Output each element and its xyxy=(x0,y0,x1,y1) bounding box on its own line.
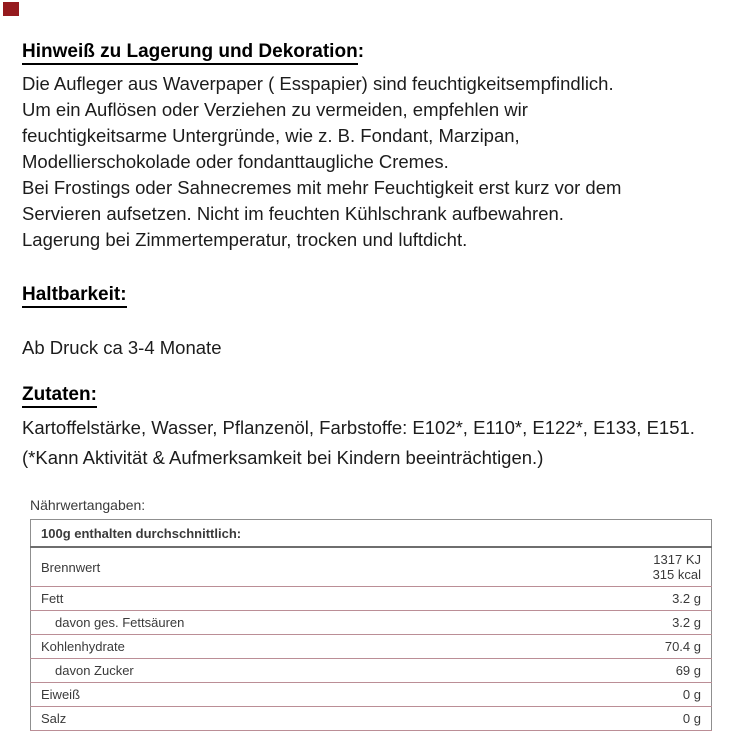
row-value xyxy=(371,547,712,587)
row-label: davon Zucker xyxy=(31,659,372,683)
table-row-eiweiss xyxy=(31,683,712,707)
storage-line: Servieren aufsetzen. Nicht im feuchten Kühlschrank aufbewahren. xyxy=(22,203,564,224)
table-row-gesaettigte-fettsaeuren xyxy=(31,611,712,635)
table-row-fett xyxy=(31,587,712,611)
row-value: 69 g xyxy=(371,659,712,683)
ingredients-text: Kartoffelstärke, Wasser, Pflanzenöl, Farbstoffe: E102*, E110*, E122*, E133, E151. xyxy=(22,417,695,438)
row-value: 3.2 g xyxy=(371,611,712,635)
row-value: 0 g xyxy=(371,707,712,731)
row-value-line1: 1317 KJ xyxy=(653,552,701,567)
table-row-brennwert xyxy=(31,547,712,587)
ingredients-section xyxy=(22,383,715,473)
corner-red-marker xyxy=(3,2,19,16)
storage-line: Lagerung bei Zimmertemperatur, trocken und luftdicht. xyxy=(22,229,468,250)
storage-heading xyxy=(22,40,715,64)
row-value: 3.2 g xyxy=(371,587,712,611)
nutrition-table xyxy=(30,519,712,731)
row-value-line2: 315 kcal xyxy=(652,567,701,582)
shelf-life-text: Ab Druck ca 3-4 Monate xyxy=(22,337,222,358)
shelf-life-heading-text: Haltbarkeit: xyxy=(22,284,127,308)
storage-section xyxy=(22,40,715,253)
table-row-kohlenhydrate xyxy=(31,635,712,659)
table-row-zucker xyxy=(31,659,712,683)
row-label: Kohlenhydrate xyxy=(31,635,372,659)
storage-line: feuchtigkeitsarme Untergründe, wie z. B. Fondant, Marzipan, xyxy=(22,125,520,146)
row-label: Salz xyxy=(31,707,372,731)
nutrition-section xyxy=(22,497,715,731)
storage-heading-text: Hinweiß zu Lagerung und Dekoration xyxy=(22,41,358,65)
row-value: 70.4 g xyxy=(371,635,712,659)
nutrition-header-row xyxy=(31,520,712,548)
shelf-life-heading xyxy=(22,283,715,307)
storage-line: Modellierschokolade oder fondanttaugliche Cremes. xyxy=(22,151,449,172)
row-label: Fett xyxy=(31,587,372,611)
storage-line: Um ein Auflösen oder Verziehen zu vermeiden, empfehlen wir xyxy=(22,99,528,120)
storage-paragraph xyxy=(22,71,715,253)
nutrition-header-cell: 100g enthalten durchschnittlich: xyxy=(31,520,712,548)
row-value: 0 g xyxy=(371,683,712,707)
row-label: Brennwert xyxy=(31,547,372,587)
shelf-life-section xyxy=(22,283,715,361)
storage-line: Die Aufleger aus Waverpaper ( Esspapier) sind feuchtigkeitsempfindlich. xyxy=(22,73,614,94)
row-label: davon ges. Fettsäuren xyxy=(31,611,372,635)
ingredients-paragraph xyxy=(22,413,715,473)
table-row-salz xyxy=(31,707,712,731)
ingredients-heading xyxy=(22,383,715,407)
nutrition-table-caption: Nährwertangaben: xyxy=(30,497,146,513)
row-label: Eiweiß xyxy=(31,683,372,707)
ingredients-heading-text: Zutaten: xyxy=(22,384,97,408)
ingredients-footnote: (*Kann Aktivität & Aufmerksamkeit bei Kindern beeinträchtigen.) xyxy=(22,447,544,468)
storage-line: Bei Frostings oder Sahnecremes mit mehr Feuchtigkeit erst kurz vor dem xyxy=(22,177,622,198)
storage-heading-colon: : xyxy=(357,41,365,62)
